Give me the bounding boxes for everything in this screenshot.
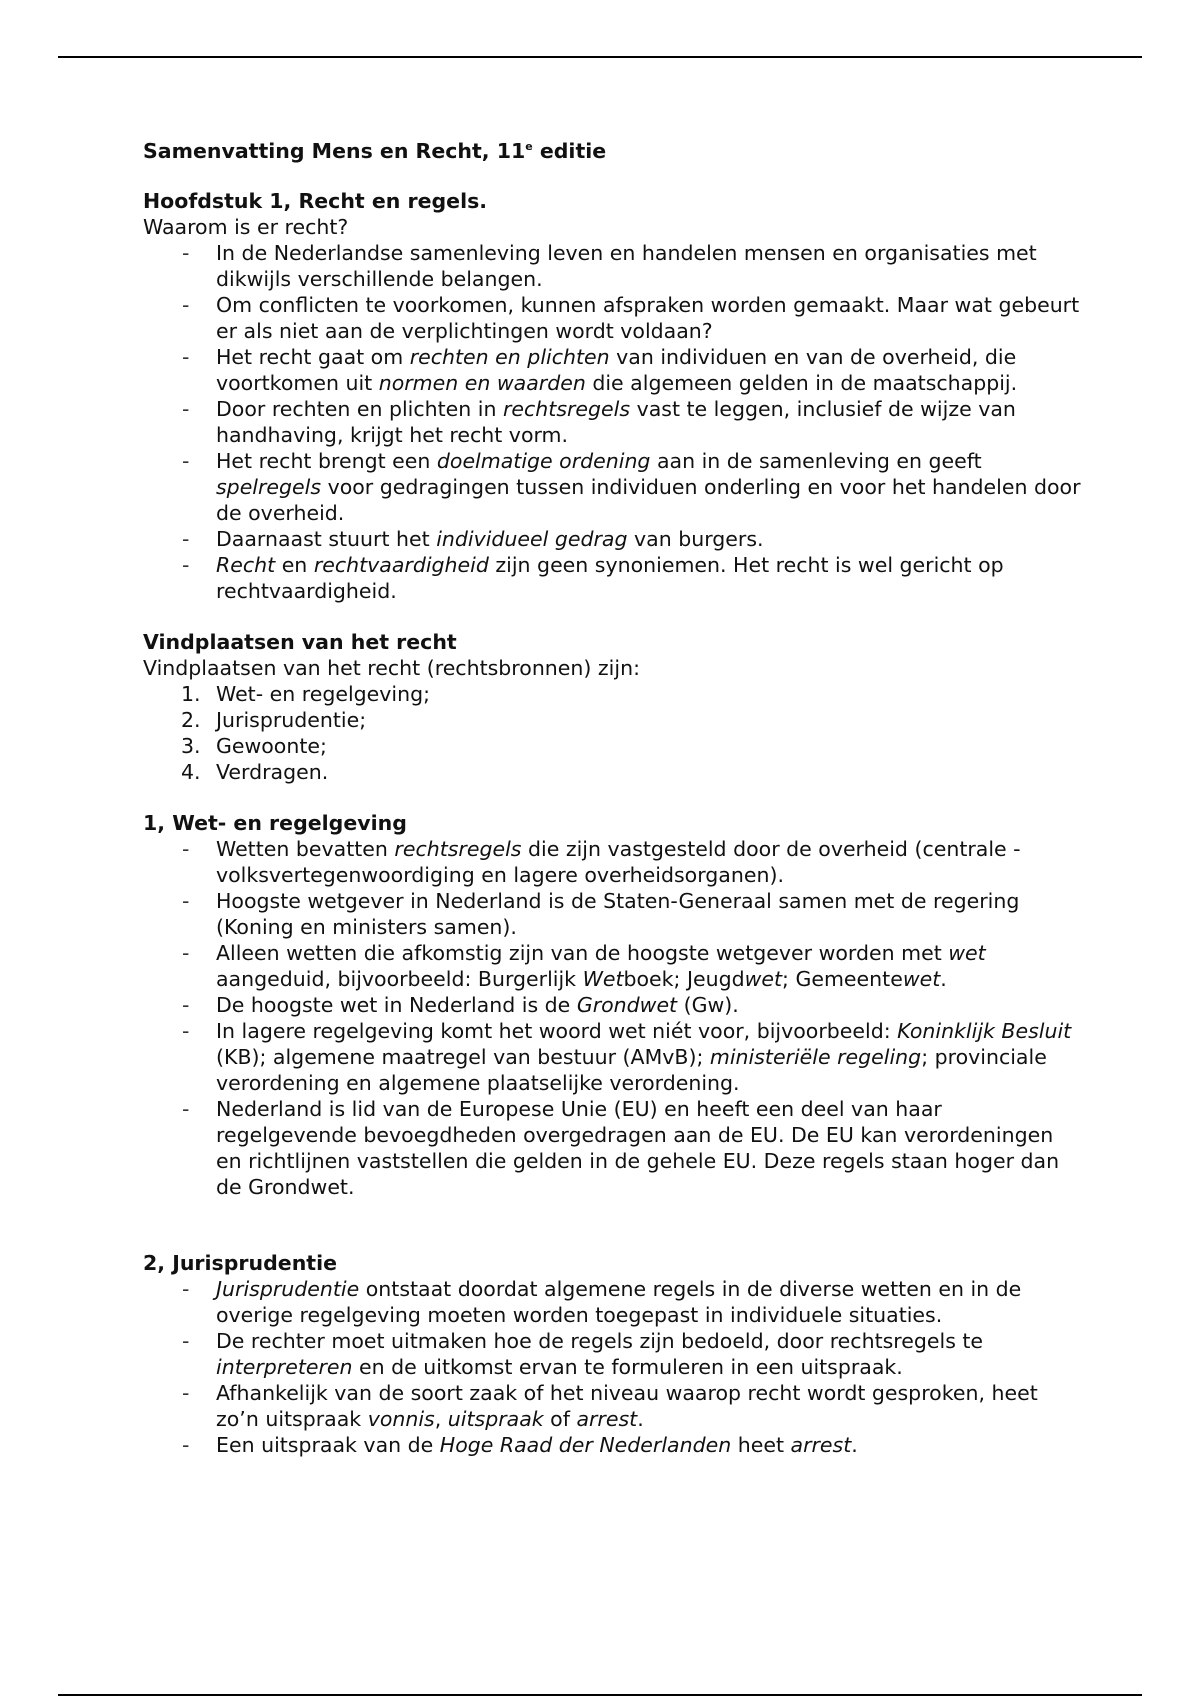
list-item: - Het recht gaat om rechten en plichten van individuen en van de overheid, die voortkomen uit normen en waarden die algemeen gelden in de maatschappij. [143, 344, 1083, 396]
list-item: - In lagere regelgeving komt het woord wet niét voor, bijvoorbeeld: Koninklijk Besluit (KB); algemene maatregel van bestuur (AMvB); ministeriële regeling; provinciale verordening en algemene plaatselijke verordening. [143, 1018, 1083, 1096]
numbered-list [143, 681, 1083, 785]
section-heading: Vindplaatsen van het recht [143, 630, 457, 654]
section-jurisprudentie [143, 1250, 1083, 1458]
document-title: Samenvatting Mens en Recht, 11e editie [143, 139, 607, 163]
bullet-list [143, 836, 1083, 1200]
section-intro: Vindplaatsen van het recht (rechtsbronnen) zijn: [143, 656, 640, 680]
section-heading: 2, Jurisprudentie [143, 1251, 338, 1275]
list-item: - Hoogste wetgever in Nederland is de Staten-Generaal samen met de regering (Koning en ministers samen). [143, 888, 1083, 940]
section-wet-en-regelgeving [143, 810, 1083, 1200]
list-item: - Het recht brengt een doelmatige ordening aan in de samenleving en geeft spelregels voor gedragingen tussen individuen onderling en voor het handelen door de overheid. [143, 448, 1083, 526]
section-heading: Hoofdstuk 1, Recht en regels. [143, 189, 488, 213]
section-recht-en-regels [143, 188, 1083, 604]
list-item: 4. Verdragen. [181, 760, 329, 784]
list-item: - Nederland is lid van de Europese Unie (EU) en heeft een deel van haar regelgevende bevoegdheden overgedragen aan de EU. De EU kan verordeningen en richtlijnen vaststellen die gelden in de gehele EU. Deze regels staan hoger dan de Grondwet. [143, 1096, 1083, 1200]
list-item: - Jurisprudentie ontstaat doordat algemene regels in de diverse wetten en in de overige regelgeving moeten worden toegepast in individuele situaties. [143, 1276, 1083, 1328]
list-item: - Door rechten en plichten in rechtsregels vast te leggen, inclusief de wijze van handhaving, krijgt het recht vorm. [143, 396, 1083, 448]
bullet-list [143, 1276, 1083, 1458]
list-item: - Recht en rechtvaardigheid zijn geen synoniemen. Het recht is wel gericht op rechtvaardigheid. [143, 552, 1083, 604]
header-rule [58, 56, 1142, 58]
list-item: 3. Gewoonte; [181, 734, 327, 758]
list-item: - Daarnaast stuurt het individueel gedrag van burgers. [143, 526, 1083, 552]
section-vindplaatsen [143, 629, 1083, 785]
document-page [143, 138, 1083, 1483]
list-item: 2. Jurisprudentie; [181, 708, 367, 732]
list-item: - De hoogste wet in Nederland is de Grondwet (Gw). [143, 992, 1083, 1018]
list-item: - Een uitspraak van de Hoge Raad der Nederlanden heet arrest. [143, 1432, 1083, 1458]
bullet-list [143, 240, 1083, 604]
list-item: - Afhankelijk van de soort zaak of het niveau waarop recht wordt gesproken, heet zo’n uitspraak vonnis, uitspraak of arrest. [143, 1380, 1083, 1432]
list-item: - In de Nederlandse samenleving leven en handelen mensen en organisaties met dikwijls verschillende belangen. [143, 240, 1083, 292]
list-item: - De rechter moet uitmaken hoe de regels zijn bedoeld, door rechtsregels te interpreteren en de uitkomst ervan te formuleren in een uitspraak. [143, 1328, 1083, 1380]
list-item: 1. Wet- en regelgeving; [181, 682, 431, 706]
list-item: - Wetten bevatten rechtsregels die zijn vastgesteld door de overheid (centrale - volksvertegenwoordiging en lagere overheidsorganen). [143, 836, 1083, 888]
list-item: - Alleen wetten die afkomstig zijn van de hoogste wetgever worden met wet aangeduid, bijvoorbeeld: Burgerlijk Wetboek; Jeugdwet; Gemeentewet. [143, 940, 1083, 992]
footer-rule [58, 1694, 1142, 1696]
section-intro: Waarom is er recht? [143, 215, 349, 239]
list-item: - Om conflicten te voorkomen, kunnen afspraken worden gemaakt. Maar wat gebeurt er als niet aan de verplichtingen wordt voldaan? [143, 292, 1083, 344]
section-heading: 1, Wet- en regelgeving [143, 811, 407, 835]
